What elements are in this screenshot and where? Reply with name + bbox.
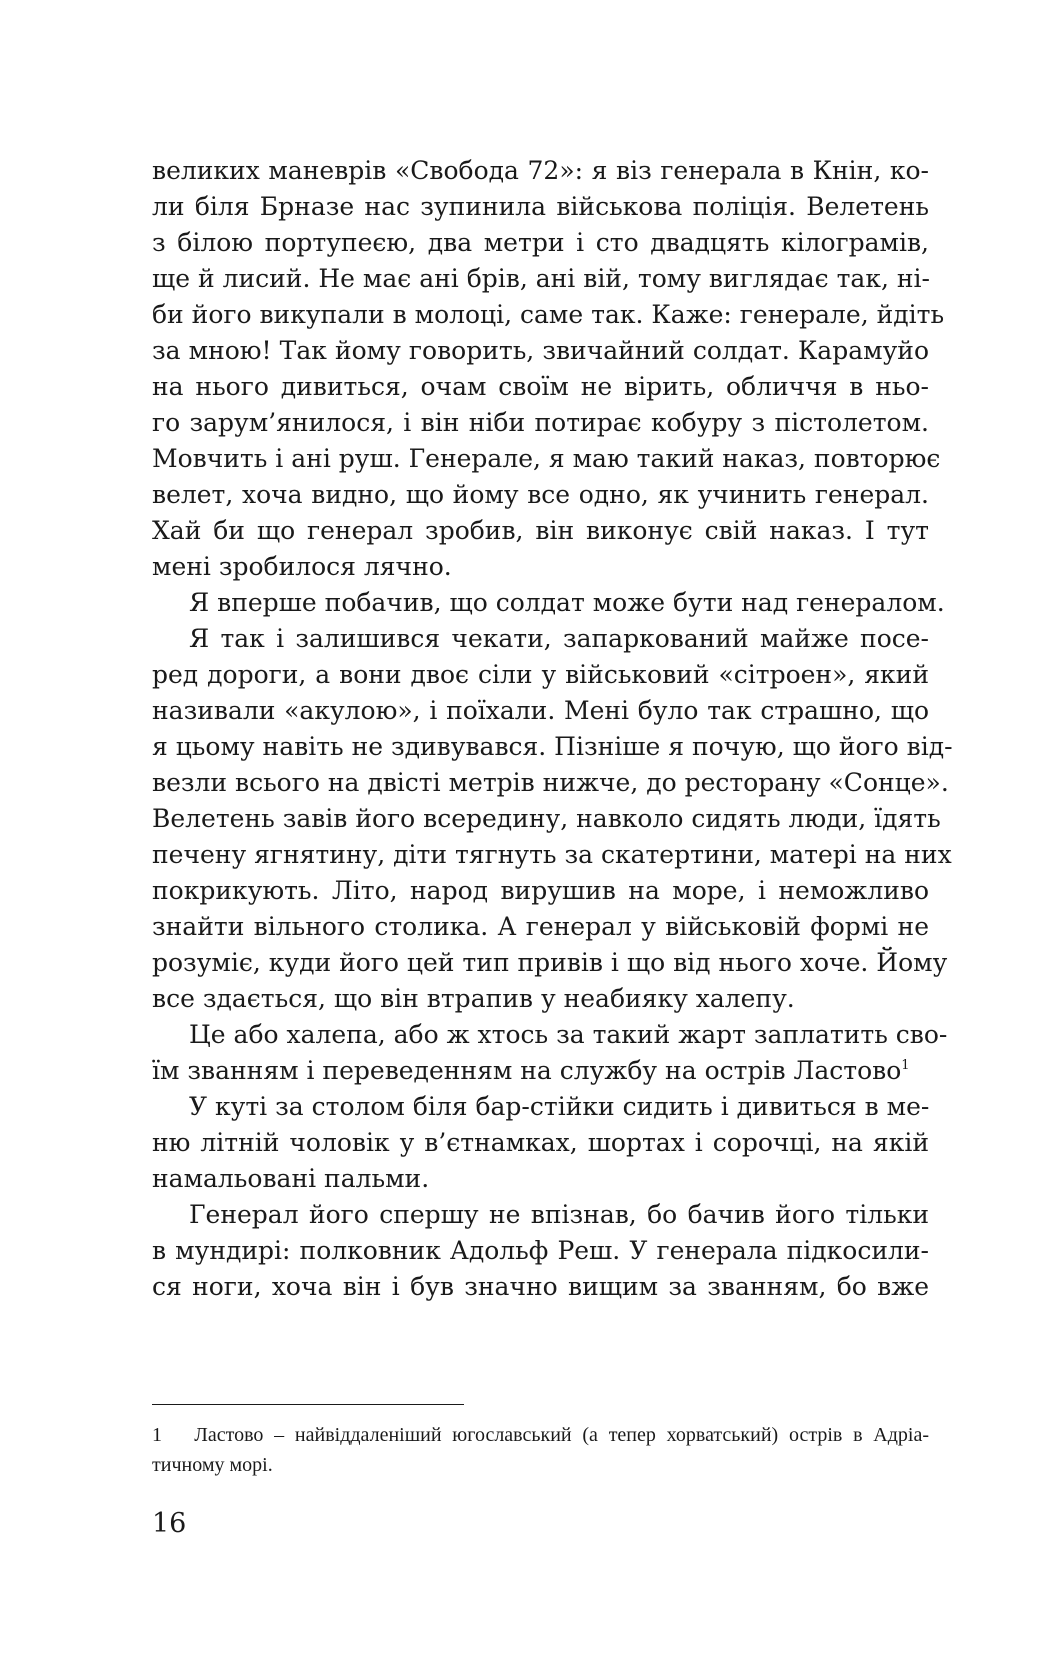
text-line: Я так і залишився чекати, запаркований майже посе- bbox=[189, 624, 929, 653]
text-line: би його викупали в молоці, саме так. Каже: генерале, йдіть bbox=[152, 300, 945, 329]
text-line: ню літній чоловік у в’єтнамках, шортах і сорочці, на якій bbox=[152, 1128, 929, 1157]
text-line: за мною! Так йому говорить, звичайний солдат. Карамуйо bbox=[152, 336, 929, 365]
text-line: Генерал його спершу не впізнав, бо бачив його тільки bbox=[189, 1200, 929, 1229]
text-line: знайти вільного столика. А генерал у військовій формі не bbox=[152, 912, 929, 941]
footnote-line: тичному морі. bbox=[152, 1454, 273, 1476]
text-line: Хай би що генерал зробив, він виконує свій наказ. І тут bbox=[152, 516, 929, 545]
text-line: ред дороги, а вони двоє сіли у військовий «сітроен», який bbox=[152, 660, 929, 689]
footnote-text: Ластово – найвіддаленіший югославський (а тепер хорватський) острів в Адріа- bbox=[194, 1424, 929, 1446]
text-line: намальовані пальми. bbox=[152, 1164, 430, 1193]
text-line: ся ноги, хоча він і був значно вищим за званням, бо вже bbox=[152, 1272, 929, 1301]
footnote-reference[interactable]: 1 bbox=[901, 1058, 910, 1073]
text-line: Я вперше побачив, що солдат може бути над генералом. bbox=[189, 588, 945, 617]
page-number: 16 bbox=[152, 1508, 187, 1539]
text-line-content: їм званням і переведенням на службу на острів Ластово bbox=[152, 1056, 902, 1085]
text-line: розуміє, куди його цей тип привів і що від нього хоче. Йому bbox=[152, 948, 948, 977]
text-line: в мундирі: полковник Адольф Реш. У генерала підкосили- bbox=[152, 1236, 929, 1265]
footnote-divider bbox=[152, 1404, 464, 1405]
text-line: великих маневрів «Свобода 72»: я віз генерала в Кнін, ко- bbox=[152, 156, 929, 185]
text-line: У куті за столом біля бар-стійки сидить і дивиться в ме- bbox=[189, 1092, 930, 1121]
text-line: з білою портупеєю, два метри і сто двадцять кілограмів, bbox=[152, 228, 929, 257]
text-line: покрикують. Літо, народ вирушив на море, і неможливо bbox=[152, 876, 929, 905]
text-line: все здається, що він втрапив у неабияку халепу. bbox=[152, 984, 795, 1013]
text-line: печену ягнятину, діти тягнуть за скатертини, матері на них bbox=[152, 840, 952, 869]
text-line: ще й лисий. Не має ані брів, ані вій, тому виглядає так, ні- bbox=[152, 264, 930, 293]
text-line: го зарум’янилося, і він ніби потирає кобуру з пістолетом. bbox=[152, 408, 929, 437]
text-line: мені зробилося лячно. bbox=[152, 552, 452, 581]
text-line: Мовчить і ані руш. Генерале, я маю такий наказ, повторює bbox=[152, 444, 941, 473]
text-line: на нього дивиться, очам своїм не вірить, обличчя в ньо- bbox=[152, 372, 929, 401]
text-line: я цьому навіть не здивувався. Пізніше я почую, що його від- bbox=[152, 732, 953, 761]
footnote-line bbox=[152, 1420, 929, 1450]
text-line: Велетень завів його всередину, навколо сидять люди, їдять bbox=[152, 804, 941, 833]
text-line: ли біля Брназе нас зупинила військова поліція. Велетень bbox=[152, 192, 929, 221]
footnote-number: 1 bbox=[152, 1424, 162, 1446]
text-line: велет, хоча видно, що йому все одно, як учинить генерал. bbox=[152, 480, 929, 509]
text-line: Це або халепа, або ж хтось за такий жарт заплатить сво- bbox=[189, 1020, 948, 1049]
text-line: називали «акулою», і поїхали. Мені було так страшно, що bbox=[152, 696, 929, 725]
text-line: везли всього на двісті метрів нижче, до ресторану «Сонце». bbox=[152, 768, 949, 797]
